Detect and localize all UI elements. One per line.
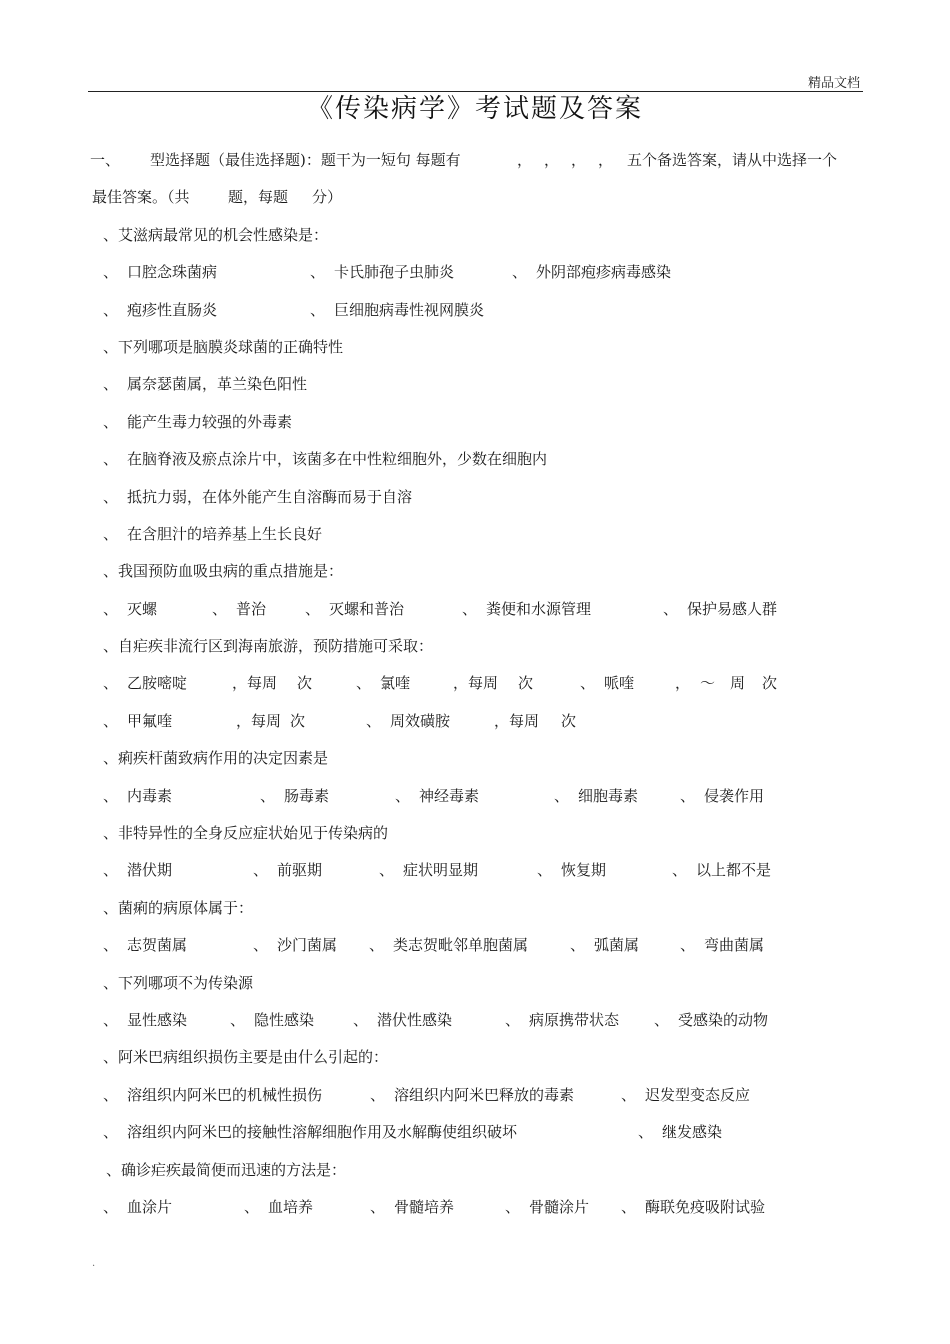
text-line [0,145,950,182]
text-segment: 、 [230,1010,246,1029]
text-segment: ， [598,151,614,169]
text-segment: 弯曲菌属 [704,936,765,955]
text-segment: 、 [103,861,119,880]
text-segment: 、 [512,263,528,282]
text-segment: 、 [537,861,553,880]
text-segment: 、 [260,786,276,805]
text-segment: 、 [370,1197,386,1216]
text-segment: 、 [505,1197,521,1216]
text-segment: ～ [700,674,716,693]
text-segment: 次 [561,711,577,730]
text-line [0,519,950,556]
text-segment: 次 [290,711,306,730]
text-segment: 病原携带状态 [529,1010,620,1029]
text-segment: ， [517,151,533,169]
text-segment: 、 [103,1123,119,1142]
text-segment: 恢复期 [561,861,607,880]
text-line [0,295,950,332]
text-segment: 、 [366,711,382,730]
text-segment: 、 [395,786,411,805]
text-segment: 内毒素 [127,786,173,805]
text-segment: 、 [305,599,321,618]
text-segment: ，每周 [236,711,282,730]
text-line [0,1117,950,1154]
text-segment: ，每周 [494,711,540,730]
text-line [0,1005,950,1042]
text-segment: 灭螺和普治 [329,599,405,618]
text-segment: 溶组织内阿米巴释放的毒素 [394,1085,575,1104]
text-segment: 、 [103,1010,119,1029]
text-segment: 、 [580,674,596,693]
text-segment: 、 [103,1197,119,1216]
text-segment: 骨髓涂片 [529,1197,590,1216]
text-segment: 、自疟疾非流行区到海南旅游，预防措施可采取： [103,637,434,656]
text-line [0,743,950,780]
text-line [0,1042,950,1079]
text-segment: 、 [103,450,119,469]
text-line [0,893,950,930]
text-segment: 卡氏肺孢子虫肺炎 [334,263,455,282]
text-segment: 乙胺嘧啶 [127,674,188,693]
text-segment: 外阴部疱疹病毒感染 [536,263,672,282]
text-line [0,968,950,1005]
text-segment: 、 [621,1085,637,1104]
text-segment: 、下列哪项不为传染源 [103,973,254,992]
text-segment: 肠毒素 [284,786,330,805]
text-line [0,556,950,593]
text-segment: 次 [762,674,778,693]
text-segment: 题，每题 [228,188,289,207]
text-segment: 、 [654,1010,670,1029]
text-segment: 抵抗力弱，在体外能产生自溶酶而易于自溶 [127,487,413,506]
text-segment: 、 [244,1197,260,1216]
text-segment: 普治 [236,599,267,618]
text-segment: 、 [370,1085,386,1104]
text-segment: 、痢疾杆菌致病作用的决定因素是 [103,749,329,768]
text-segment: 、确诊疟疾最简便而迅速的方法是： [106,1160,347,1179]
text-segment: 、菌痢的病原体属于： [103,898,254,917]
text-segment: 能产生毒力较强的外毒素 [127,412,293,431]
text-segment: 隐性感染 [254,1010,315,1029]
text-segment: 、我国预防血吸虫病的重点措施是： [103,562,344,581]
text-segment: 、 [680,786,696,805]
text-segment: 、 [638,1123,654,1142]
text-segment: 、 [310,263,326,282]
text-segment: 类志贺毗邻单胞菌属 [393,936,529,955]
text-segment: 、阿米巴病组织损伤主要是由什么引起的： [103,1048,389,1067]
text-line [0,1080,950,1117]
text-segment: 血培养 [268,1197,314,1216]
text-segment: 酶联免疫吸附试验 [645,1197,766,1216]
text-segment: 灭螺 [127,599,158,618]
text-segment: 哌喹 [604,674,635,693]
text-segment: 迟发型变态反应 [645,1085,751,1104]
text-line [0,1155,950,1192]
text-segment: 型选择题（最佳选择题)：题干为一短句 每题有 [150,151,461,169]
text-segment: 、下列哪项是脑膜炎球菌的正确特性 [103,337,344,356]
question-content [0,145,950,1229]
text-segment: 五个备选答案，请从中选择一个 [627,151,838,169]
text-segment: 弧菌属 [594,936,640,955]
text-segment: 、 [310,300,326,319]
text-segment: 继发感染 [662,1123,723,1142]
text-segment: 、 [103,375,119,394]
text-segment: 粪便和水源管理 [486,599,592,618]
text-segment: 疱疹性直肠炎 [127,300,218,319]
text-segment: 、 [103,524,119,543]
text-segment: 、 [663,599,679,618]
text-segment: 口腔念珠菌病 [127,263,218,282]
text-segment: 、 [462,599,478,618]
text-segment: 、 [103,1085,119,1104]
text-segment: 、 [103,487,119,506]
text-segment: 分） [312,188,343,207]
text-segment: 症状明显期 [403,861,479,880]
text-segment: 、 [369,936,385,955]
text-segment: 、 [356,674,372,693]
header-label: 精品文档 [807,76,860,91]
text-line [0,594,950,631]
text-segment: 侵袭作用 [704,786,765,805]
text-segment: ，每周 [453,674,499,693]
text-line [0,482,950,519]
text-segment: 、 [103,300,119,319]
text-segment: 次 [297,674,313,693]
text-line [0,631,950,668]
text-segment: 在脑脊液及瘀点涂片中，该菌多在中性粒细胞外，少数在细胞内 [127,450,548,469]
text-line [0,706,950,743]
text-segment: 、 [103,412,119,431]
text-line [0,855,950,892]
text-segment: 氯喹 [380,674,411,693]
text-segment: 显性感染 [127,1010,188,1029]
text-segment: 前驱期 [277,861,323,880]
text-segment: 、 [212,599,228,618]
text-segment: 、 [103,263,119,282]
text-segment: 志贺菌属 [127,936,188,955]
text-segment: 、 [103,936,119,955]
text-segment: 、 [103,786,119,805]
text-segment: 溶组织内阿米巴的机械性损伤 [127,1085,323,1104]
text-line [0,182,950,219]
text-segment: 以上都不是 [696,861,772,880]
text-line [0,781,950,818]
text-segment: 神经毒素 [419,786,480,805]
text-segment: 细胞毒素 [578,786,639,805]
text-segment: 受感染的动物 [678,1010,769,1029]
text-segment: 、 [103,674,119,693]
text-segment: 次 [518,674,534,693]
text-segment: 、 [570,936,586,955]
text-segment: 周效磺胺 [390,711,451,730]
text-segment: ，每周 [232,674,278,693]
text-segment: 潜伏性感染 [377,1010,453,1029]
text-segment: 溶组织内阿米巴的接触性溶解细胞作用及水解酶使组织破坏 [127,1123,518,1142]
text-segment: 、 [103,711,119,730]
text-segment: 巨细胞病毒性视网膜炎 [334,300,485,319]
text-segment: ， [544,151,560,169]
text-segment: 在含胆汁的培养基上生长良好 [127,524,323,543]
text-segment: 骨髓培养 [394,1197,455,1216]
text-segment: 保护易感人群 [687,599,778,618]
text-segment: 、 [253,861,269,880]
text-segment: 沙门菌属 [277,936,338,955]
text-segment: 潜伏期 [127,861,173,880]
text-segment: 、 [621,1197,637,1216]
text-line [0,444,950,481]
text-segment: 一、 [90,151,121,169]
text-segment: 、 [505,1010,521,1029]
text-segment: 、 [353,1010,369,1029]
text-line [0,1192,950,1229]
text-segment: 、 [554,786,570,805]
footer-mark: . [92,1258,96,1269]
text-line [0,220,950,257]
text-segment: ， [571,151,587,169]
text-line [0,930,950,967]
text-line [0,332,950,369]
text-line [0,818,950,855]
text-segment: 血涂片 [127,1197,173,1216]
document-title: 《传染病学》考试题及答案 [306,94,643,124]
text-segment: 周 [730,674,746,693]
text-segment: 、 [103,599,119,618]
text-segment: 、非特异性的全身反应症状始见于传染病的 [103,824,389,843]
text-segment: 、 [379,861,395,880]
text-segment: 甲氟喹 [127,711,173,730]
text-line [0,369,950,406]
text-segment: 、艾滋病最常见的机会性感染是： [103,225,329,244]
text-line [0,668,950,705]
text-segment: ， [675,674,691,693]
text-line [0,257,950,294]
text-segment: 、 [680,936,696,955]
text-segment: 属奈瑟菌属，革兰染色阳性 [127,375,308,394]
text-segment: 、 [672,861,688,880]
text-line [0,407,950,444]
text-segment: 、 [253,936,269,955]
text-segment: 最佳答案。（共 [92,188,190,207]
